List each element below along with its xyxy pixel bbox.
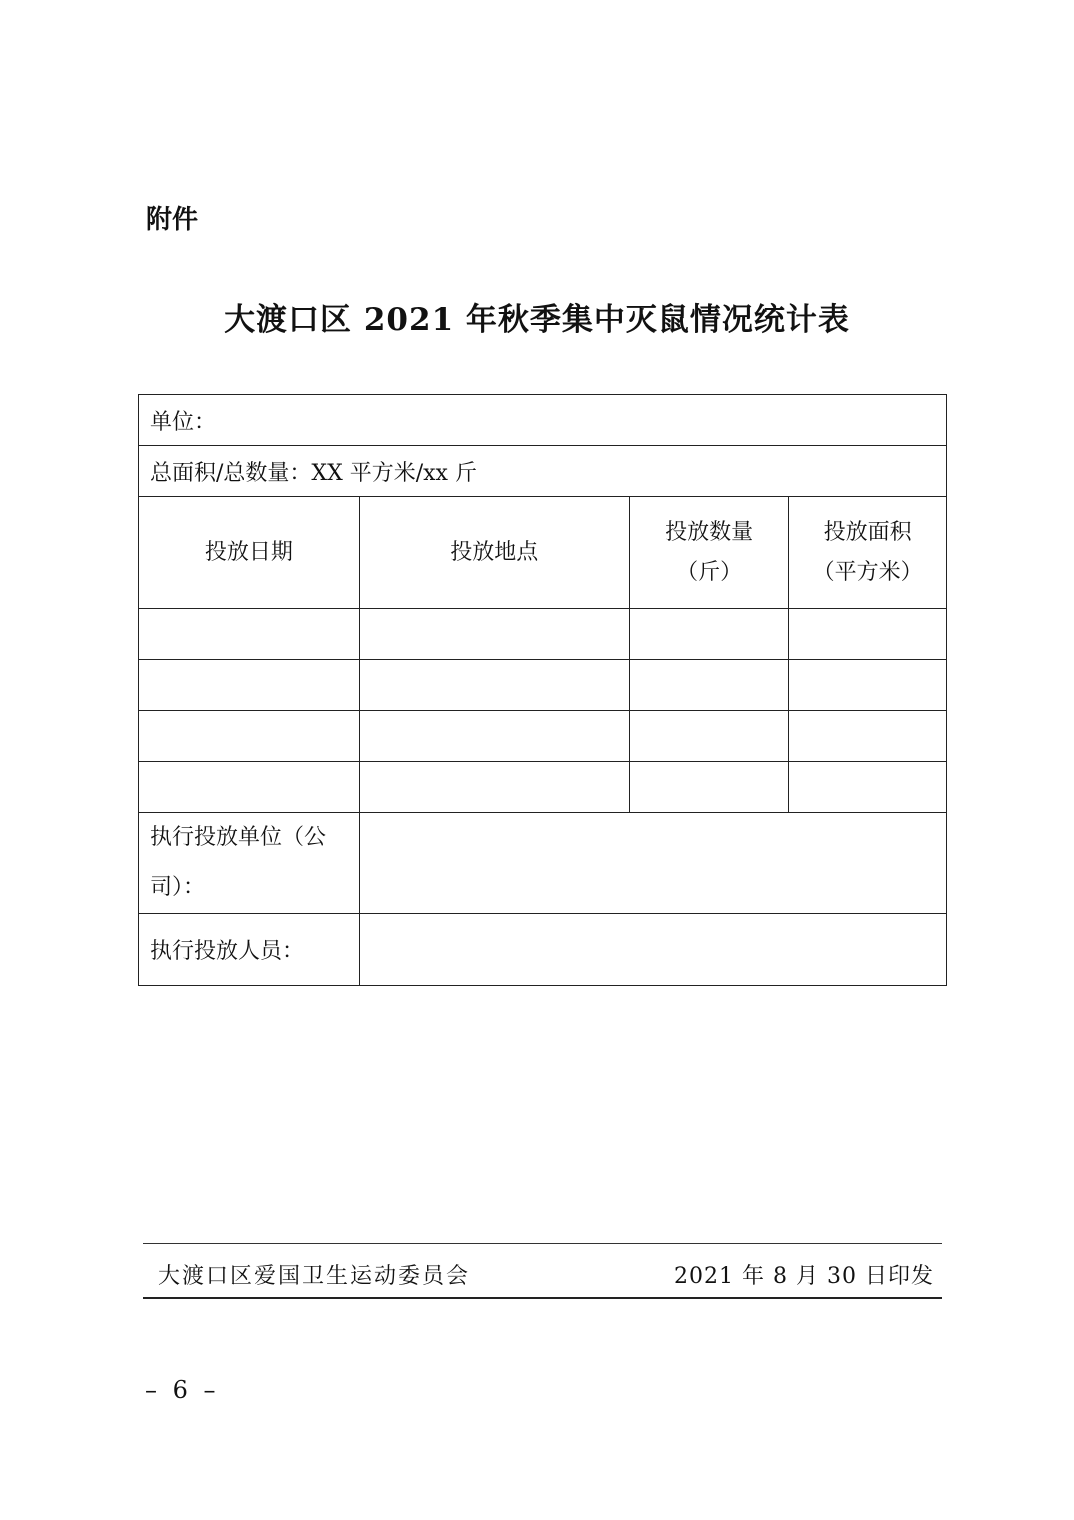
header-row [139,497,947,609]
date-cell [139,711,360,762]
header-quantity-line1: 投放数量 [665,519,754,545]
total-label: 总面积/总数量：XX 平方米/xx 斤 [139,446,947,497]
location-cell [359,609,629,660]
header-area-line1: 投放面积 [823,519,912,545]
exec-unit-row [139,813,947,914]
date-cell [139,609,360,660]
table-row [139,609,947,660]
quantity-cell [629,609,789,660]
quantity-cell [629,762,789,813]
footer-divider-top [143,1243,942,1244]
location-cell [359,711,629,762]
quantity-cell [629,711,789,762]
unit-row [139,395,947,446]
date-cell [139,762,360,813]
exec-unit-label [139,813,360,914]
footer-issuer: 大渡口区爱国卫生运动委员会 [158,1264,471,1289]
exec-unit-value [359,813,946,914]
table-row [139,660,947,711]
area-cell [789,660,947,711]
exec-person-label: 执行投放人员： [139,914,360,986]
header-area [789,497,947,609]
table-row [139,762,947,813]
exec-unit-label-line1: 执行投放单位（公 [150,825,327,850]
document-title: 大渡口区 2021 年秋季集中灭鼠情况统计表 [224,302,850,338]
date-cell [139,660,360,711]
table-row [139,711,947,762]
exec-unit-label-line2: 司）： [150,875,206,900]
location-cell [359,660,629,711]
unit-label: 单位： [139,395,947,446]
footer-divider-bottom [143,1297,942,1299]
header-date: 投放日期 [139,497,360,609]
exec-person-value [359,914,946,986]
quantity-cell [629,660,789,711]
page-number: – 6 – [145,1376,220,1404]
total-row [139,446,947,497]
area-cell [789,762,947,813]
header-location: 投放地点 [359,497,629,609]
location-cell [359,762,629,813]
area-cell [789,711,947,762]
header-area-line2: （平方米） [812,559,923,585]
footer-date: 2021 年 8 月 30 日印发 [674,1264,934,1289]
header-quantity [629,497,789,609]
attachment-label: 附件 [146,205,199,235]
statistics-table [138,394,947,986]
area-cell [789,609,947,660]
header-quantity-line2: （斤） [676,559,743,585]
exec-person-row [139,914,947,986]
